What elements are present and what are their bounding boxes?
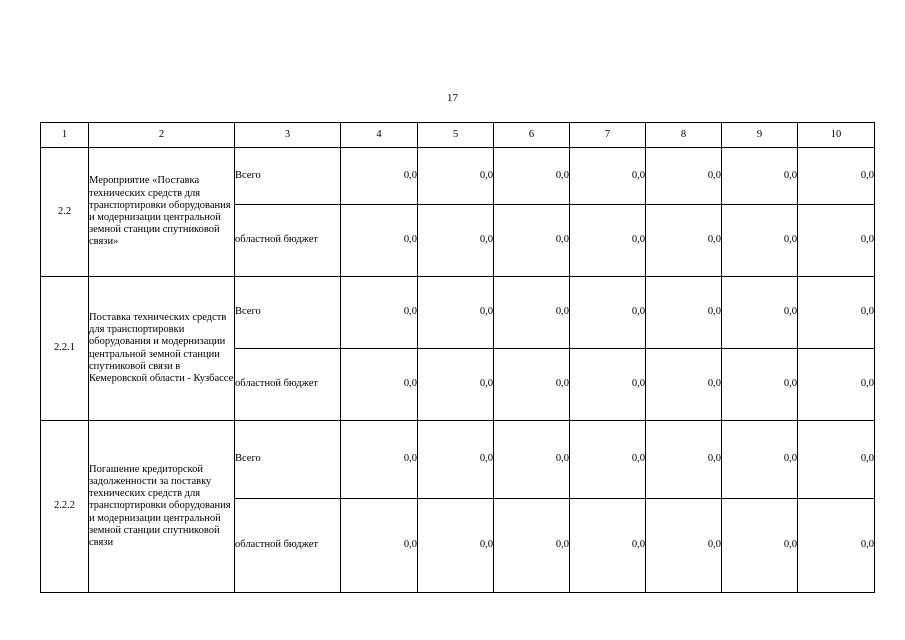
funding-source: областной бюджет [235,205,341,277]
value-cell: 0,0 [494,499,570,593]
budget-table [40,122,875,593]
header-row [41,123,875,148]
row-name: Поставка технических средств для транспортировки оборудования и модернизации центральной земной станции спутниковой связи в Кемеровской области - Кузбассе [89,277,235,421]
value-cell: 0,0 [494,421,570,499]
value-cell: 0,0 [570,349,646,421]
value-cell: 0,0 [646,349,722,421]
value-cell: 0,0 [722,349,798,421]
header-cell: 8 [646,123,722,148]
value-cell: 0,0 [494,349,570,421]
table-row [41,277,875,349]
header-cell: 3 [235,123,341,148]
value-cell: 0,0 [798,277,875,349]
header-cell: 7 [570,123,646,148]
header-cell: 2 [89,123,235,148]
value-cell: 0,0 [418,148,494,205]
value-cell: 0,0 [722,421,798,499]
value-cell: 0,0 [494,277,570,349]
value-cell: 0,0 [418,421,494,499]
row-name: Мероприятие «Поставка технических средств для транспортировки оборудования и модернизации центральной земной станции спутниковой связи» [89,148,235,277]
value-cell: 0,0 [798,499,875,593]
header-cell: 9 [722,123,798,148]
value-cell: 0,0 [418,499,494,593]
value-cell: 0,0 [798,421,875,499]
funding-source: Всего [235,277,341,349]
value-cell: 0,0 [798,349,875,421]
funding-source: Всего [235,148,341,205]
value-cell: 0,0 [646,277,722,349]
value-cell: 0,0 [722,277,798,349]
value-cell: 0,0 [722,499,798,593]
value-cell: 0,0 [798,205,875,277]
funding-source: Всего [235,421,341,499]
value-cell: 0,0 [418,277,494,349]
value-cell: 0,0 [646,499,722,593]
value-cell: 0,0 [341,349,418,421]
value-cell: 0,0 [341,499,418,593]
table-row [41,148,875,205]
funding-source: областной бюджет [235,349,341,421]
page-number: 17 [447,92,458,104]
value-cell: 0,0 [646,148,722,205]
value-cell: 0,0 [570,205,646,277]
header-cell: 6 [494,123,570,148]
row-number: 2.2.1 [41,277,89,421]
value-cell: 0,0 [798,148,875,205]
value-cell: 0,0 [570,277,646,349]
value-cell: 0,0 [341,205,418,277]
value-cell: 0,0 [646,421,722,499]
header-cell: 1 [41,123,89,148]
header-cell: 10 [798,123,875,148]
value-cell: 0,0 [418,205,494,277]
value-cell: 0,0 [570,499,646,593]
value-cell: 0,0 [570,421,646,499]
row-name: Погашение кредиторской задолженности за поставку технических средств для транспортировки оборудования и модернизации центральной земной станции спутниковой связи [89,421,235,593]
funding-source: областной бюджет [235,499,341,593]
header-cell: 4 [341,123,418,148]
value-cell: 0,0 [341,421,418,499]
value-cell: 0,0 [722,205,798,277]
value-cell: 0,0 [722,148,798,205]
table-row [41,421,875,499]
value-cell: 0,0 [494,148,570,205]
row-number: 2.2.2 [41,421,89,593]
value-cell: 0,0 [646,205,722,277]
value-cell: 0,0 [341,277,418,349]
header-cell: 5 [418,123,494,148]
row-number: 2.2 [41,148,89,277]
value-cell: 0,0 [570,148,646,205]
value-cell: 0,0 [494,205,570,277]
value-cell: 0,0 [341,148,418,205]
value-cell: 0,0 [418,349,494,421]
